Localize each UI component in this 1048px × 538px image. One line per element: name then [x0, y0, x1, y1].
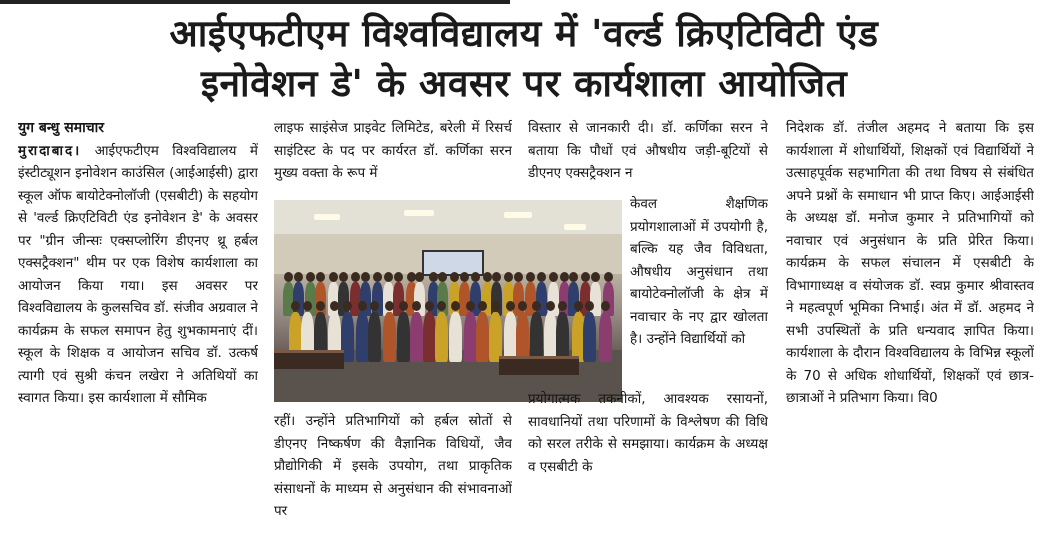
person — [536, 282, 547, 316]
person-head — [358, 301, 367, 311]
person-head — [303, 301, 312, 311]
person-head — [537, 272, 546, 282]
person-head — [506, 301, 515, 311]
person-head — [394, 272, 403, 282]
person — [583, 312, 596, 362]
person-head — [471, 272, 480, 282]
person-head — [294, 272, 303, 282]
person-head — [384, 272, 393, 282]
person — [544, 312, 557, 362]
person-head — [591, 272, 600, 282]
ceiling-light — [504, 212, 532, 218]
person — [368, 312, 381, 362]
person — [383, 312, 396, 362]
article-column-1 — [18, 117, 258, 532]
column-1-text: आईएफटीएम विश्वविद्यालय में इंस्टीट्यूशन इनोवेशन काउंसिल (आईआईसी) द्वारा स्कूल ऑफ बायोटेक्नोलॉजी (एसबीटी) के सहयोग से 'वर्ल्ड क्रिएटिविटी एंड इनोवेशन डे' के अवसर पर "ग्रीन जीन्सः एक्सप्लोरिंग डीएनए थ्रू हर्बल एक्सट्रैक्शन" थीम पर एक विशेष कार्यशाला का आयोजन किया गया। इस अवसर पर विश्वविद्यालय के कुलसचिव डॉ. संजीव अग्रवाल ने कार्यक्रम के सफल समापन हेतु शुभकामनाएं दीं। स्कूल के शिक्षक व आयोजन सचिव डॉ. उत्कर्ष त्यागी एवं सुश्री कंचन लखेरा ने अतिथियों का स्वागत किया। इस कार्यशाला में सौमिक — [18, 142, 258, 406]
column-2-top-text: लाइफ साइंसेज प्राइवेट लिमिटेड, बरेली में रिसर्च साइंटिस्ट के पद पर कार्यरत डॉ. कर्णिका सरन मुख्य वक्ता के रूप में — [274, 120, 512, 181]
headline — [0, 10, 1048, 110]
person — [350, 282, 361, 316]
person-head — [504, 272, 513, 282]
person-head — [343, 301, 352, 311]
person-head — [450, 272, 459, 282]
column-3-middle-text: केवल शैक्षणिक प्रयोगशालाओं में उपयोगी है, बल्कि यह जैव विविधता, औषधीय अनुसंधान तथा बायोटेक्नोलॉजी के क्षेत्र में नवाचार के नए द्वार खोलता है। उन्होंने विद्यार्थियों को — [630, 196, 768, 347]
byline: युग बन्धु समाचार — [18, 120, 104, 136]
person-head — [483, 272, 492, 282]
person — [470, 282, 481, 316]
person-head — [581, 272, 590, 282]
person-head — [604, 272, 613, 282]
person — [530, 312, 543, 362]
person-head — [491, 301, 500, 311]
person-head — [438, 272, 447, 282]
person-head — [361, 272, 370, 282]
person-head — [329, 272, 338, 282]
person-head — [429, 272, 438, 282]
person-head — [466, 301, 475, 311]
person — [410, 312, 423, 362]
person — [491, 282, 502, 316]
person-head — [451, 301, 460, 311]
person-head — [351, 272, 360, 282]
column-2-bottom-text: रहीं। उन्होंने प्रतिभागियों को हर्बल स्रोतों से डीएनए निष्कर्षण की वैज्ञानिक विधियों, जैव प्रौद्योगिकी में इसके उपयोग, तथा प्राकृतिक संसाधनों के माध्यम से अनुसंधान की संभावनाओं पर — [274, 413, 512, 519]
person — [599, 312, 612, 362]
person — [423, 312, 436, 362]
person — [356, 312, 369, 362]
person — [435, 312, 448, 362]
top-rule — [0, 0, 510, 4]
person-head — [373, 272, 382, 282]
person-head — [339, 272, 348, 282]
headline-line-1: आईएफटीएम विश्वविद्यालय में 'वर्ल्ड क्रिएटिविटी एंड — [169, 12, 879, 55]
person-head — [560, 272, 569, 282]
person-head — [478, 301, 487, 311]
ceiling-light — [404, 210, 434, 216]
person — [397, 312, 410, 362]
table — [274, 350, 344, 369]
person-head — [412, 301, 421, 311]
person — [590, 282, 601, 316]
person — [449, 312, 462, 362]
person-head — [460, 272, 469, 282]
person-head — [385, 301, 394, 311]
person-head — [330, 301, 339, 311]
person-head — [514, 272, 523, 282]
person-head — [399, 301, 408, 311]
dateline: मुरादाबाद। — [18, 142, 82, 159]
article-column-3-top — [528, 117, 768, 197]
article-column-2-bottom — [274, 410, 512, 534]
event-photo — [274, 200, 622, 402]
table — [499, 356, 579, 375]
article-column-2-top — [274, 117, 512, 197]
person-head — [492, 272, 501, 282]
column-3-bottom-text: प्रयोगात्मक तकनीकों, आवश्यक रसायनों, सावधानियों तथा परिणामों के विश्लेषण की विधि को सरल तरीके से समझाया। कार्यक्रम के अध्यक्ष व एसबीटी के — [528, 391, 768, 475]
column-3-top-text: विस्तार से जानकारी दी। डॉ. कर्णिका सरन ने बताया कि पौधों एवं औषधीय जड़ी-बूटियों से डीएनए एक्सट्रैक्शन न — [528, 120, 768, 181]
person — [464, 312, 477, 362]
person-head — [601, 301, 610, 311]
article-column-3-middle — [630, 193, 768, 407]
column-4-text: निदेशक डॉ. तंजील अहमद ने बताया कि इस कार्यशाला में शोधार्थियों, शिक्षकों एवं विद्यार्थियों ने उत्साहपूर्वक सहभागिता की तथा विषय से संबंधित अपने प्रश्नों के समाधान भी प्राप्त किए। आईआईसी के अध्यक्ष डॉ. मनोज कुमार ने प्रतिभागियों को नवाचार एवं अनुसंधान के प्रति प्रेरित किया। कार्यक्रम के सफल संचालन में एसबीटी के विभागाध्यक्ष व संयोजक डॉ. स्वप्न कुमार श्रीवास्तव ने महत्वपूर्ण भूमिका निभाई। अंत में डॉ. अहमद ने सभी उपस्थितों के प्रति धन्यवाद ज्ञापित किया। कार्यशाला के दौरान विश्वविद्यालय के विभिन्न स्कूलों के 70 से अधिक शोधार्थियों, शिक्षकों एवं छात्र-छात्राओं ने प्रतिभाग किया। वि0 — [786, 120, 1034, 406]
headline-line-2: इनोवेशन डे' के अवसर पर कार्यशाला आयोजित — [200, 62, 848, 105]
person-head — [306, 272, 315, 282]
ceiling-light — [314, 214, 340, 220]
person — [437, 282, 448, 316]
person — [476, 312, 489, 362]
person — [504, 312, 517, 362]
person — [459, 282, 470, 316]
person-head — [291, 301, 300, 311]
person — [516, 312, 529, 362]
person — [489, 312, 502, 362]
person-head — [518, 301, 527, 311]
person — [525, 282, 536, 316]
person-head — [549, 272, 558, 282]
person-head — [569, 272, 578, 282]
person-head — [284, 272, 293, 282]
person-head — [425, 301, 434, 311]
person-head — [316, 272, 325, 282]
article-column-3-bottom — [528, 388, 768, 536]
person-head — [370, 301, 379, 311]
ceiling-light — [564, 224, 586, 230]
person — [556, 312, 569, 362]
person-head — [526, 272, 535, 282]
person-head — [585, 301, 594, 311]
person-head — [415, 272, 424, 282]
article-column-4 — [786, 117, 1034, 537]
